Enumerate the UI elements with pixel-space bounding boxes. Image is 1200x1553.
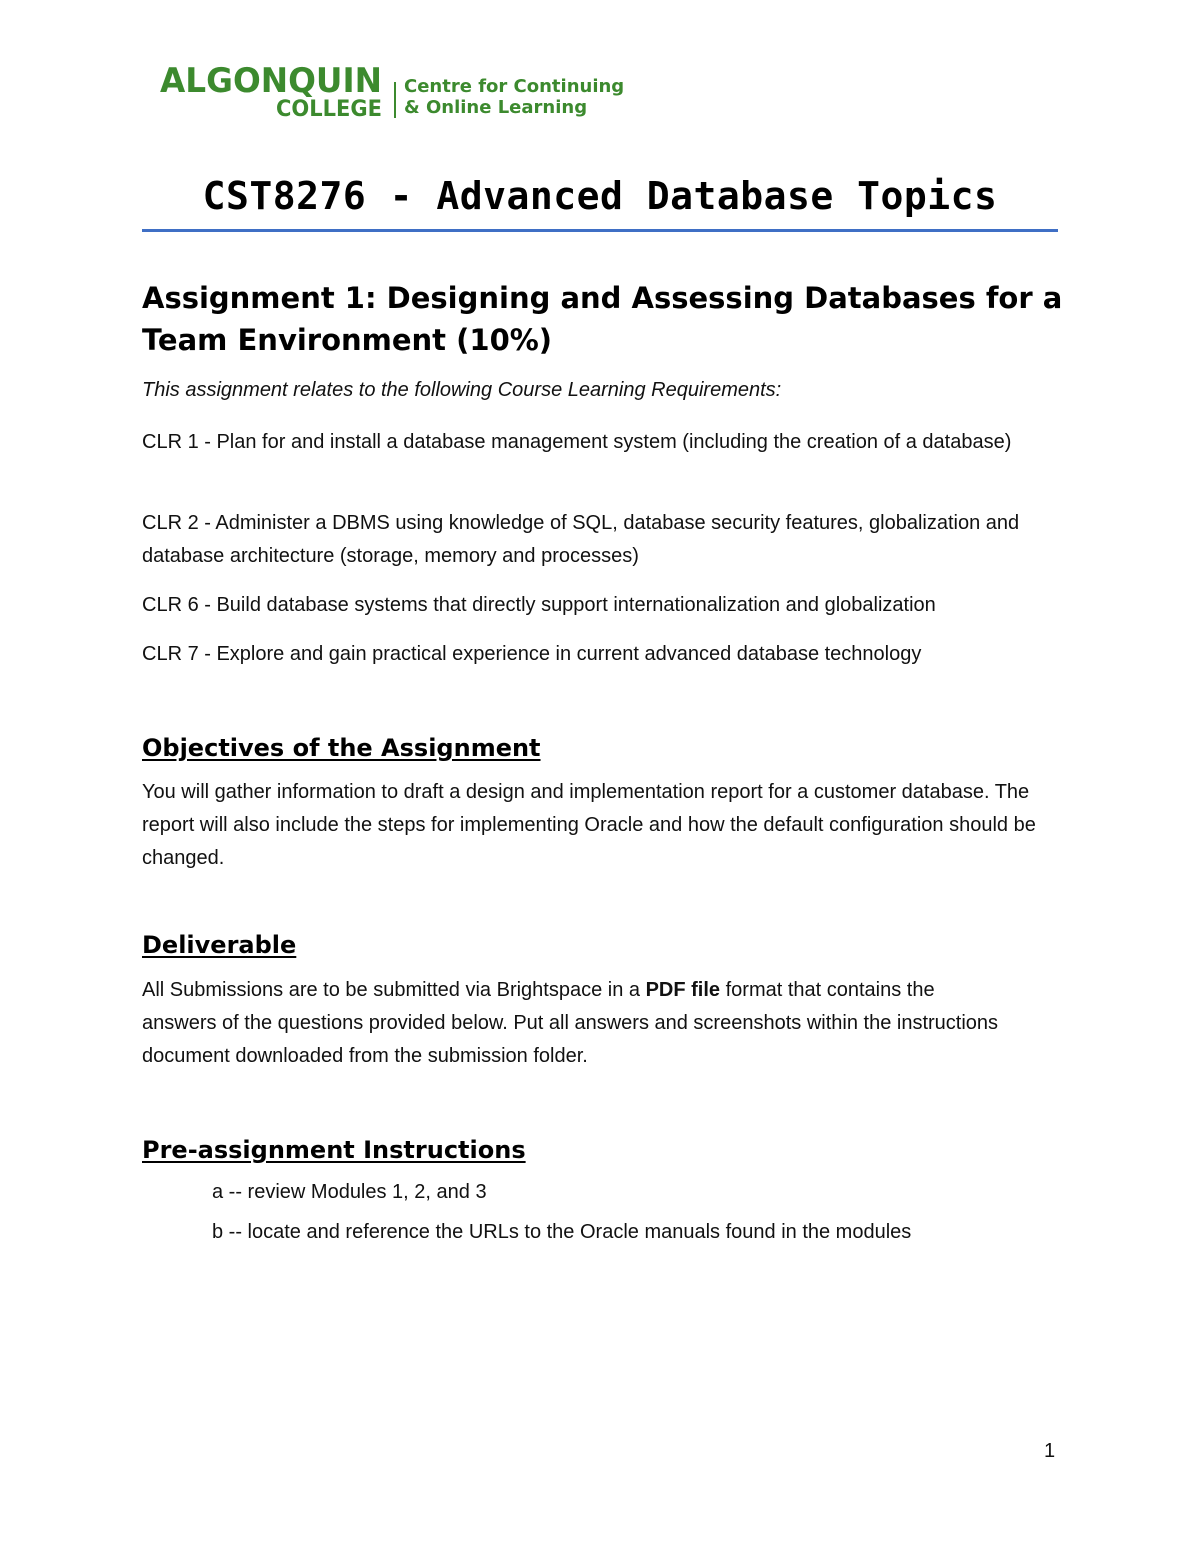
deliverable-heading: Deliverable [142,931,297,959]
deliverable-text-end: format that contains the answers of the questions provided below. Put all answers and screenshots within the instructions document downloaded from the submission folder. [142,979,999,1067]
course-title: CST8276 - Advanced Database Topics [202,174,998,218]
title-underline-rule [142,229,1058,232]
pre-assignment-heading: Pre-assignment Instructions [142,1136,526,1164]
college-name-line1: ALGONQUIN [160,61,382,101]
pre-assignment-item-a: a -- review Modules 1, 2, and 3 [212,1181,487,1203]
college-name-line2: COLLEGE [276,97,382,122]
objectives-heading: Objectives of the Assignment [142,734,541,762]
clr-item-2: CLR 2 - Administer a DBMS using knowledge of SQL, database security features, globalization and database architecture (storage, memory and processes) [142,512,1020,567]
page-number: 1 [1044,1440,1056,1462]
deliverable-format: PDF file [645,979,721,1001]
centre-name-line1: Centre for Continuing [404,76,625,97]
centre-name [404,76,624,118]
logo-divider [394,82,396,118]
clr-item-7: CLR 7 - Explore and gain practical experience in current advanced database technology [142,643,922,665]
clr-item-6: CLR 6 - Build database systems that directly support internationalization and globalization [142,594,936,616]
clr-item-1: CLR 1 - Plan for and install a database management system (including the creation of a database) [142,431,1012,453]
college-logo [158,60,628,130]
clr-intro: This assignment relates to the following Course Learning Requirements: [142,379,782,401]
assignment-title: Assignment 1: Designing and Assessing Databases for a Team Environment (10%) [142,281,1063,357]
pre-assignment-item-b: b -- locate and reference the URLs to the Oracle manuals found in the modules [212,1221,912,1243]
objectives-text: You will gather information to draft a design and implementation report for a customer database. The report will also include the steps for implementing Oracle and how the default configuration should be changed. [142,781,1036,869]
centre-name-line2: & Online Learning [404,97,588,118]
deliverable-text-start: All Submissions are to be submitted via Brightspace in a [142,979,646,1001]
college-wordmark [158,60,398,130]
deliverable-text [142,974,1012,1073]
